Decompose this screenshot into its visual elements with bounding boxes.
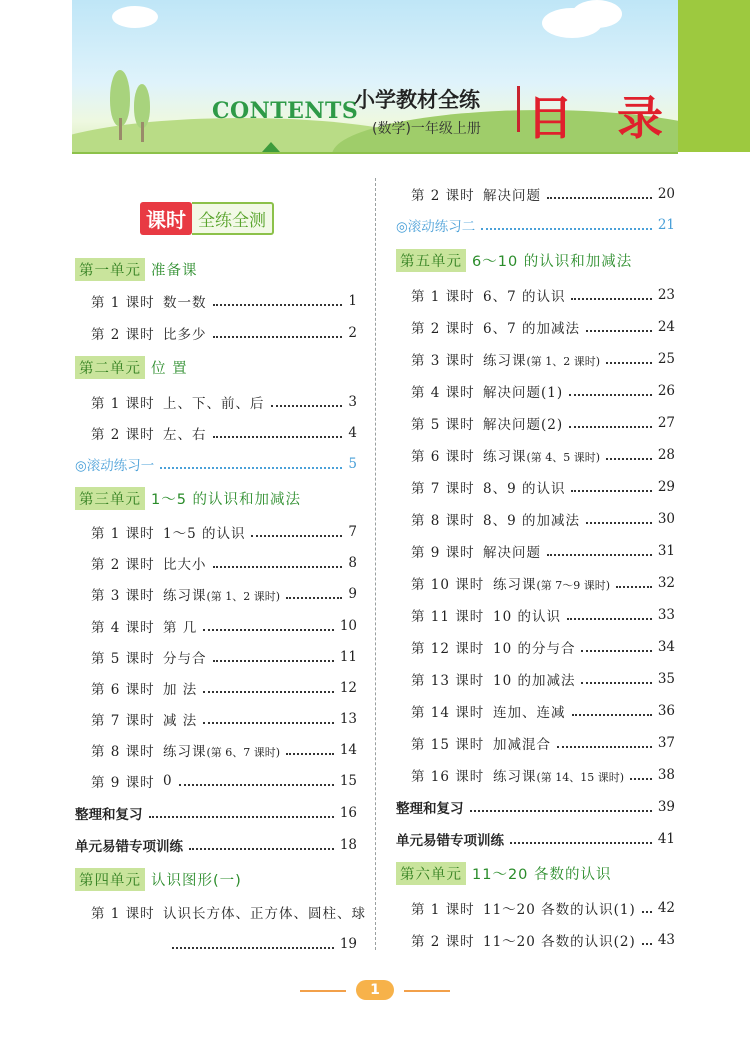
toc-entry[interactable]: 第 1 课时 认识长方体、正方体、圆柱、球 — [91, 906, 366, 922]
page-ref: 21 — [657, 217, 675, 233]
page-ref: 19 — [339, 936, 357, 952]
page-ref: 1 — [348, 293, 357, 309]
toc-entry[interactable]: 第 5 课时 分与合 11 — [91, 649, 357, 667]
toc-entry[interactable]: 第 5 课时 解决问题(2) 27 — [411, 415, 675, 433]
toc-entry[interactable]: 第 12 课时 10 的分与合 34 — [411, 639, 675, 657]
toc-entry[interactable]: 第 10 课时 练习课(第 7～9 课时) 32 — [411, 575, 675, 593]
toc-entry[interactable]: 第 7 课时 8、9 的认识 29 — [411, 479, 675, 497]
toc-entry[interactable]: 第 6 课时 练习课(第 4、5 课时) 28 — [411, 447, 675, 465]
toc-entry[interactable]: 第 4 课时 解决问题(1) 26 — [411, 383, 675, 401]
toc-entry[interactable]: 第 13 课时 10 的加减法 35 — [411, 671, 675, 689]
unit-title: 6～10 的认识和加减法 — [472, 253, 633, 270]
page-ref: 7 — [348, 524, 357, 540]
unit-label: 第三单元 — [75, 487, 145, 510]
header-banner — [72, 0, 678, 152]
toc-entry[interactable]: 第 16 课时 练习课(第 14、15 课时) 38 — [411, 767, 675, 785]
unit-title: 准备课 — [151, 262, 198, 279]
page-ref: 5 — [348, 456, 357, 472]
review-entry[interactable]: 整理和复习 16 — [75, 805, 357, 823]
unit-title: 1～5 的认识和加减法 — [151, 491, 302, 508]
page-ref: 11 — [339, 649, 357, 665]
book-subtitle: (数学)一年级上册 — [372, 121, 481, 137]
page-ref: 23 — [657, 287, 675, 303]
header-underline — [72, 152, 678, 154]
unit-heading[interactable] — [75, 356, 188, 378]
page-ref: 34 — [657, 639, 675, 655]
page-ref: 15 — [339, 773, 357, 789]
toc-entry[interactable]: 第 1 课时 6、7 的认识 23 — [411, 287, 675, 305]
page-ref: 26 — [657, 383, 675, 399]
unit-heading[interactable] — [396, 862, 612, 884]
toc-entry[interactable]: 第 11 课时 10 的认识 33 — [411, 607, 675, 625]
section-banner-label: 课时 — [140, 202, 192, 235]
page-ref: 29 — [657, 479, 675, 495]
title-divider — [517, 86, 520, 132]
column-divider — [375, 178, 376, 950]
page-ref: 33 — [657, 607, 675, 623]
page-ref: 9 — [348, 586, 357, 602]
toc-entry[interactable]: 第 9 课时 解决问题 31 — [411, 543, 675, 561]
unit-title: 位 置 — [151, 360, 188, 377]
toc-entry[interactable]: 第 14 课时 连加、连减 36 — [411, 703, 675, 721]
page-ref: 24 — [657, 319, 675, 335]
corner-block — [678, 0, 750, 152]
toc-entry[interactable]: 第 1 课时 上、下、前、后 3 — [91, 394, 357, 412]
page-ref: 18 — [339, 837, 357, 853]
unit-heading[interactable] — [396, 249, 632, 271]
toc-entry[interactable]: 第 4 课时 第 几 10 — [91, 618, 357, 636]
page-ref: 35 — [657, 671, 675, 687]
page-ref: 43 — [657, 932, 675, 948]
page-ref: 32 — [657, 575, 675, 591]
toc-entry[interactable]: 第 2 课时 左、右 4 — [91, 425, 357, 443]
toc-entry[interactable]: 第 8 课时 8、9 的加减法 30 — [411, 511, 675, 529]
unit-label: 第二单元 — [75, 356, 145, 379]
unit-title: 11～20 各数的认识 — [472, 866, 612, 883]
page-ref: 4 — [348, 425, 357, 441]
unit-title: 认识图形(一) — [151, 872, 242, 889]
rolling-practice-entry[interactable]: ◎滚动练习一 5 — [75, 456, 357, 474]
page-ref: 14 — [339, 742, 357, 758]
page-number-line — [300, 990, 346, 992]
toc-entry[interactable]: 第 9 课时 0 15 — [91, 773, 357, 791]
page-ref: 25 — [657, 351, 675, 367]
page-number-area — [300, 980, 450, 1002]
tree-trunk — [119, 118, 122, 140]
cloud-icon — [572, 0, 622, 28]
toc-entry[interactable]: 第 2 课时 6、7 的加减法 24 — [411, 319, 675, 337]
cloud-icon — [112, 6, 158, 28]
page-ref: 30 — [657, 511, 675, 527]
error-training-entry[interactable]: 单元易错专项训练 41 — [396, 831, 675, 849]
toc-entry[interactable]: 第 3 课时 练习课(第 1、2 课时) 25 — [411, 351, 675, 369]
toc-entry[interactable]: 第 1 课时 11～20 各数的认识(1) 42 — [411, 900, 675, 918]
review-entry[interactable]: 整理和复习 39 — [396, 799, 675, 817]
toc-entry[interactable]: 第 3 课时 练习课(第 1、2 课时) 9 — [91, 586, 357, 604]
section-banner-sub: 全练全测 — [192, 202, 274, 235]
triangle-marker-icon — [262, 142, 280, 152]
page-ref: 10 — [339, 618, 357, 634]
page-ref: 8 — [348, 555, 357, 571]
rolling-practice-entry[interactable]: ◎滚动练习二 21 — [396, 217, 675, 235]
toc-entry[interactable]: 第 2 课时 解决问题 20 — [411, 186, 675, 204]
toc-entry[interactable]: 第 1 课时 1～5 的认识 7 — [91, 524, 357, 542]
page-ref: 12 — [339, 680, 357, 696]
page-ref: 41 — [657, 831, 675, 847]
page-ref: 37 — [657, 735, 675, 751]
unit-label: 第五单元 — [396, 249, 466, 272]
page-ref: 13 — [339, 711, 357, 727]
error-training-entry[interactable]: 单元易错专项训练 18 — [75, 837, 357, 855]
unit-heading[interactable] — [75, 868, 242, 890]
toc-entry[interactable]: 第 7 课时 减 法 13 — [91, 711, 357, 729]
unit-heading[interactable] — [75, 487, 301, 509]
unit-label: 第四单元 — [75, 868, 145, 891]
section-banner — [140, 202, 274, 235]
page-ref: 3 — [348, 394, 357, 410]
page-number: 1 — [356, 980, 394, 1000]
page-ref: 36 — [657, 703, 675, 719]
unit-label: 第一单元 — [75, 258, 145, 281]
toc-entry[interactable]: 第 1 课时 数一数 1 — [91, 293, 357, 311]
page-ref: 38 — [657, 767, 675, 783]
page-ref: 20 — [657, 186, 675, 202]
toc-entry[interactable]: 第 2 课时 比多少 2 — [91, 325, 357, 343]
page-ref: 28 — [657, 447, 675, 463]
toc-entry[interactable]: 第 6 课时 加 法 12 — [91, 680, 357, 698]
toc-entry[interactable]: 第 8 课时 练习课(第 6、7 课时) 14 — [91, 742, 357, 760]
unit-heading[interactable] — [75, 258, 198, 280]
page-ref: 16 — [339, 805, 357, 821]
series-title: 小学教材全练 — [354, 88, 480, 112]
page-ref: 31 — [657, 543, 675, 559]
toc-entry[interactable]: 第 2 课时 11～20 各数的认识(2) 43 — [411, 932, 675, 950]
toc-entry-continuation[interactable] — [172, 934, 357, 954]
toc-entry[interactable]: 第 15 课时 加减混合 37 — [411, 735, 675, 753]
page-ref: 27 — [657, 415, 675, 431]
unit-label: 第六单元 — [396, 862, 466, 885]
toc-entry[interactable]: 第 2 课时 比大小 8 — [91, 555, 357, 573]
page-ref: 2 — [348, 325, 357, 341]
page-ref: 39 — [657, 799, 675, 815]
page-number-line — [404, 990, 450, 992]
page-title: 目 录 — [527, 91, 678, 145]
page-ref: 42 — [657, 900, 675, 916]
contents-word: CONTENTS — [212, 98, 359, 124]
tree-trunk — [141, 122, 144, 142]
